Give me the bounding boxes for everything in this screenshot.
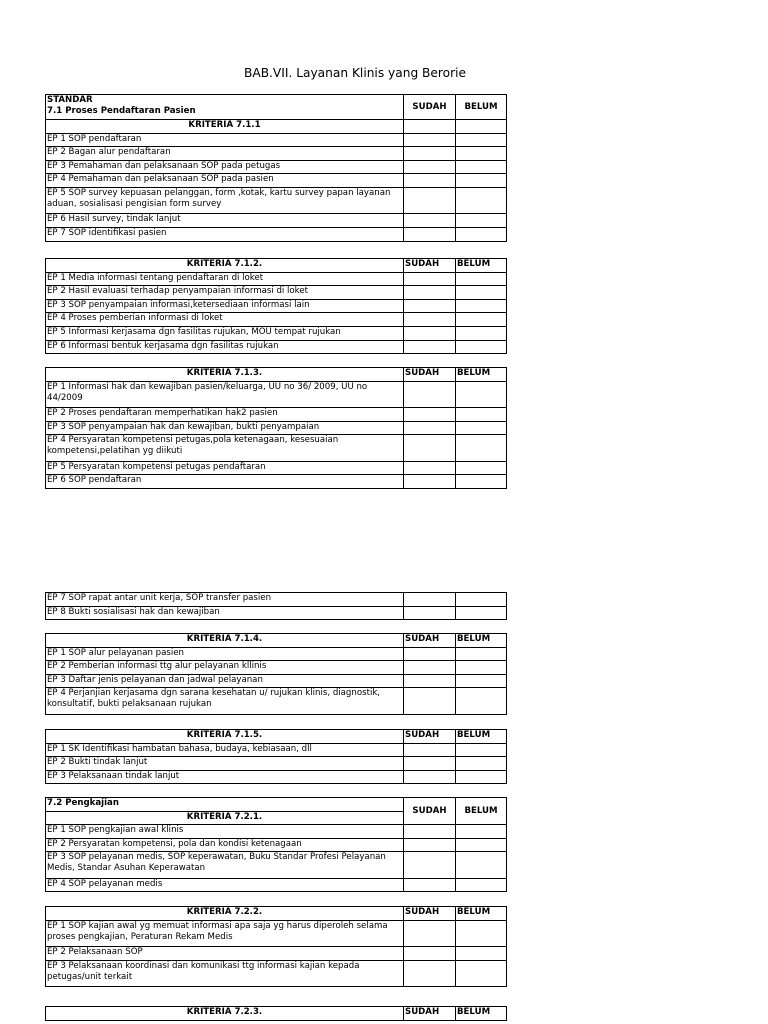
belum-cell [456, 606, 507, 620]
ep-item: EP 2 Pelaksanaan SOP [46, 946, 404, 960]
belum-header: BELUM [456, 907, 507, 921]
sudah-cell [404, 920, 456, 946]
sudah-cell [404, 743, 456, 757]
sudah-cell [404, 147, 456, 161]
table-kriteria-7-1-4 [45, 633, 507, 715]
table-kriteria-7-2-1 [45, 797, 507, 892]
ep-item: EP 2 Bagan alur pendaftaran [46, 147, 404, 161]
ep-item: EP 2 Hasil evaluasi terhadap penyampaian informasi di loket [46, 286, 404, 300]
section-subtitle: 7.2 Pengkajian [46, 798, 404, 812]
belum-cell [456, 688, 507, 714]
belum-cell [456, 593, 507, 607]
sudah-cell [404, 313, 456, 327]
belum-header: BELUM [456, 730, 507, 744]
ep-item: EP 4 Pemahaman dan pelaksanaan SOP pada pasien [46, 174, 404, 188]
ep-item: EP 6 Hasil survey, tindak lanjut [46, 214, 404, 228]
kriteria-title: KRITERIA 7.1.3. [46, 368, 404, 382]
sudah-header: SUDAH [404, 1007, 456, 1021]
belum-cell [456, 661, 507, 675]
sudah-cell [404, 286, 456, 300]
belum-cell [456, 286, 507, 300]
belum-cell [456, 461, 507, 475]
belum-cell [456, 421, 507, 435]
sudah-cell [404, 946, 456, 960]
standar-label: STANDAR [47, 95, 93, 105]
sudah-cell [404, 407, 456, 421]
sudah-cell [404, 661, 456, 675]
sudah-cell [404, 825, 456, 839]
ep-item: EP 1 SOP pendaftaran [46, 133, 404, 147]
kriteria-title: KRITERIA 7.1.1 [46, 120, 404, 134]
belum-cell [456, 133, 507, 147]
ep-item: EP 2 Bukti tindak lanjut [46, 757, 404, 771]
ep-item: EP 6 SOP pendaftaran [46, 475, 404, 489]
table-kriteria-7-1-2 [45, 258, 507, 354]
ep-item: EP 3 Pelaksanaan tindak lanjut [46, 770, 404, 784]
ep-item: EP 3 SOP penyampaian hak dan kewajiban, bukti penyampaian [46, 421, 404, 435]
belum-cell [456, 757, 507, 771]
standar-subtitle: 7.1 Proses Pendaftaran Pasien [47, 106, 196, 116]
belum-cell [456, 313, 507, 327]
sudah-cell [404, 326, 456, 340]
belum-cell [456, 674, 507, 688]
ep-item: EP 1 SOP alur pelayanan pasien [46, 647, 404, 661]
ep-item: EP 4 SOP pelayanan medis [46, 878, 404, 892]
sudah-cell [404, 381, 456, 407]
belum-cell [456, 160, 507, 174]
ep-item: EP 2 Proses pendaftaran memperhatikan hak2 pasien [46, 407, 404, 421]
belum-cell [456, 120, 507, 134]
sudah-header: SUDAH [404, 798, 456, 825]
sudah-cell [404, 757, 456, 771]
standar-header-cell [46, 95, 404, 120]
belum-cell [456, 852, 507, 878]
sudah-cell [404, 299, 456, 313]
belum-cell [456, 272, 507, 286]
belum-cell [456, 920, 507, 946]
belum-header: BELUM [456, 368, 507, 382]
belum-header: BELUM [456, 95, 507, 120]
ep-item: EP 1 SOP kajian awal yg memuat informasi apa saja yg harus diperoleh selama proses pengkajian, Peraturan Rekam Medis [46, 920, 404, 946]
belum-cell [456, 838, 507, 852]
ep-item: EP 3 SOP penyampaian informasi,ketersediaan informasi lain [46, 299, 404, 313]
belum-cell [456, 946, 507, 960]
sudah-cell [404, 647, 456, 661]
ep-item: EP 5 SOP survey kepuasan pelanggan, form ,kotak, kartu survey papan layanan aduan, sosialisasi pengisian form survey [46, 187, 404, 213]
belum-cell [456, 825, 507, 839]
ep-item: EP 5 Persyaratan kompetensi petugas pendaftaran [46, 461, 404, 475]
sudah-cell [404, 421, 456, 435]
ep-item: EP 2 Pemberian informasi ttg alur pelayanan kllinis [46, 661, 404, 675]
sudah-cell [404, 120, 456, 134]
ep-item: EP 5 Informasi kerjasama dgn fasilitas rujukan, MOU tempat rujukan [46, 326, 404, 340]
kriteria-title: KRITERIA 7.2.1. [46, 811, 404, 825]
sudah-cell [404, 878, 456, 892]
sudah-cell [404, 461, 456, 475]
kriteria-title: KRITERIA 7.1.5. [46, 730, 404, 744]
belum-cell [456, 340, 507, 354]
ep-item: EP 3 Pelaksanaan koordinasi dan komunikasi ttg informasi kajian kepada petugas/unit terkait [46, 960, 404, 986]
belum-cell [456, 647, 507, 661]
ep-item: EP 2 Persyaratan kompetensi, pola dan kondisi ketenagaan [46, 838, 404, 852]
kriteria-title: KRITERIA 7.1.2. [46, 259, 404, 273]
table-kriteria-7-1-3-continued [45, 592, 507, 620]
ep-item: EP 4 Perjanjian kerjasama dgn sarana kesehatan u/ rujukan klinis, diagnostik, konsultatif, bukti pelaksanaan rujukan [46, 688, 404, 714]
sudah-cell [404, 133, 456, 147]
belum-header: BELUM [456, 798, 507, 825]
sudah-cell [404, 340, 456, 354]
ep-item: EP 1 Informasi hak dan kewajiban pasien/keluarga, UU no 36/ 2009, UU no 44/2009 [46, 381, 404, 407]
ep-item: EP 7 SOP rapat antar unit kerja, SOP transfer pasien [46, 593, 404, 607]
table-kriteria-7-1-5 [45, 729, 507, 784]
table-kriteria-7-2-2 [45, 906, 507, 987]
ep-item: EP 3 Daftar jenis pelayanan dan jadwal pelayanan [46, 674, 404, 688]
ep-item: EP 1 SK Identifikasi hambatan bahasa, budaya, kebiasaan, dll [46, 743, 404, 757]
sudah-header: SUDAH [404, 259, 456, 273]
sudah-header: SUDAH [404, 95, 456, 120]
ep-item: EP 7 SOP identifikasi pasien [46, 227, 404, 241]
table-kriteria-7-2-3 [45, 1006, 507, 1021]
belum-cell [456, 770, 507, 784]
belum-header: BELUM [456, 634, 507, 648]
belum-cell [456, 407, 507, 421]
belum-cell [456, 435, 507, 461]
belum-cell [456, 960, 507, 986]
sudah-cell [404, 838, 456, 852]
belum-cell [456, 174, 507, 188]
ep-item: EP 1 SOP pengkajian awal klinis [46, 825, 404, 839]
ep-item: EP 1 Media informasi tentang pendaftaran di loket [46, 272, 404, 286]
document-title: BAB.VII. Layanan Klinis yang Berorie [244, 66, 467, 80]
ep-item: EP 3 Pemahaman dan pelaksanaan SOP pada petugas [46, 160, 404, 174]
sudah-cell [404, 272, 456, 286]
table-kriteria-7-1-3 [45, 367, 507, 489]
belum-cell [456, 214, 507, 228]
sudah-cell [404, 688, 456, 714]
sudah-cell [404, 187, 456, 213]
belum-cell [456, 227, 507, 241]
sudah-header: SUDAH [404, 907, 456, 921]
ep-item: EP 3 SOP pelayanan medis, SOP keperawatan, Buku Standar Profesi Pelayanan Medis, Standar Asuhan Keperawatan [46, 852, 404, 878]
sudah-cell [404, 174, 456, 188]
belum-header: BELUM [456, 259, 507, 273]
kriteria-title: KRITERIA 7.2.2. [46, 907, 404, 921]
sudah-cell [404, 227, 456, 241]
belum-cell [456, 326, 507, 340]
belum-cell [456, 878, 507, 892]
sudah-cell [404, 475, 456, 489]
kriteria-title: KRITERIA 7.2.3. [46, 1007, 404, 1021]
belum-header: BELUM [456, 1007, 507, 1021]
sudah-cell [404, 214, 456, 228]
sudah-cell [404, 852, 456, 878]
sudah-cell [404, 593, 456, 607]
ep-item: EP 4 Proses pemberian informasi di loket [46, 313, 404, 327]
sudah-cell [404, 770, 456, 784]
sudah-cell [404, 960, 456, 986]
kriteria-title: KRITERIA 7.1.4. [46, 634, 404, 648]
ep-item: EP 4 Persyaratan kompetensi petugas,pola ketenagaan, kesesuaian kompetensi,pelatihan yg diikuti [46, 435, 404, 461]
belum-cell [456, 475, 507, 489]
belum-cell [456, 299, 507, 313]
sudah-header: SUDAH [404, 368, 456, 382]
ep-item: EP 8 Bukti sosialisasi hak dan kewajiban [46, 606, 404, 620]
belum-cell [456, 187, 507, 213]
belum-cell [456, 743, 507, 757]
sudah-cell [404, 674, 456, 688]
sudah-header: SUDAH [404, 730, 456, 744]
belum-cell [456, 381, 507, 407]
sudah-header: SUDAH [404, 634, 456, 648]
table-kriteria-7-1-1 [45, 94, 507, 242]
belum-cell [456, 147, 507, 161]
sudah-cell [404, 606, 456, 620]
sudah-cell [404, 435, 456, 461]
sudah-cell [404, 160, 456, 174]
ep-item: EP 6 Informasi bentuk kerjasama dgn fasilitas rujukan [46, 340, 404, 354]
